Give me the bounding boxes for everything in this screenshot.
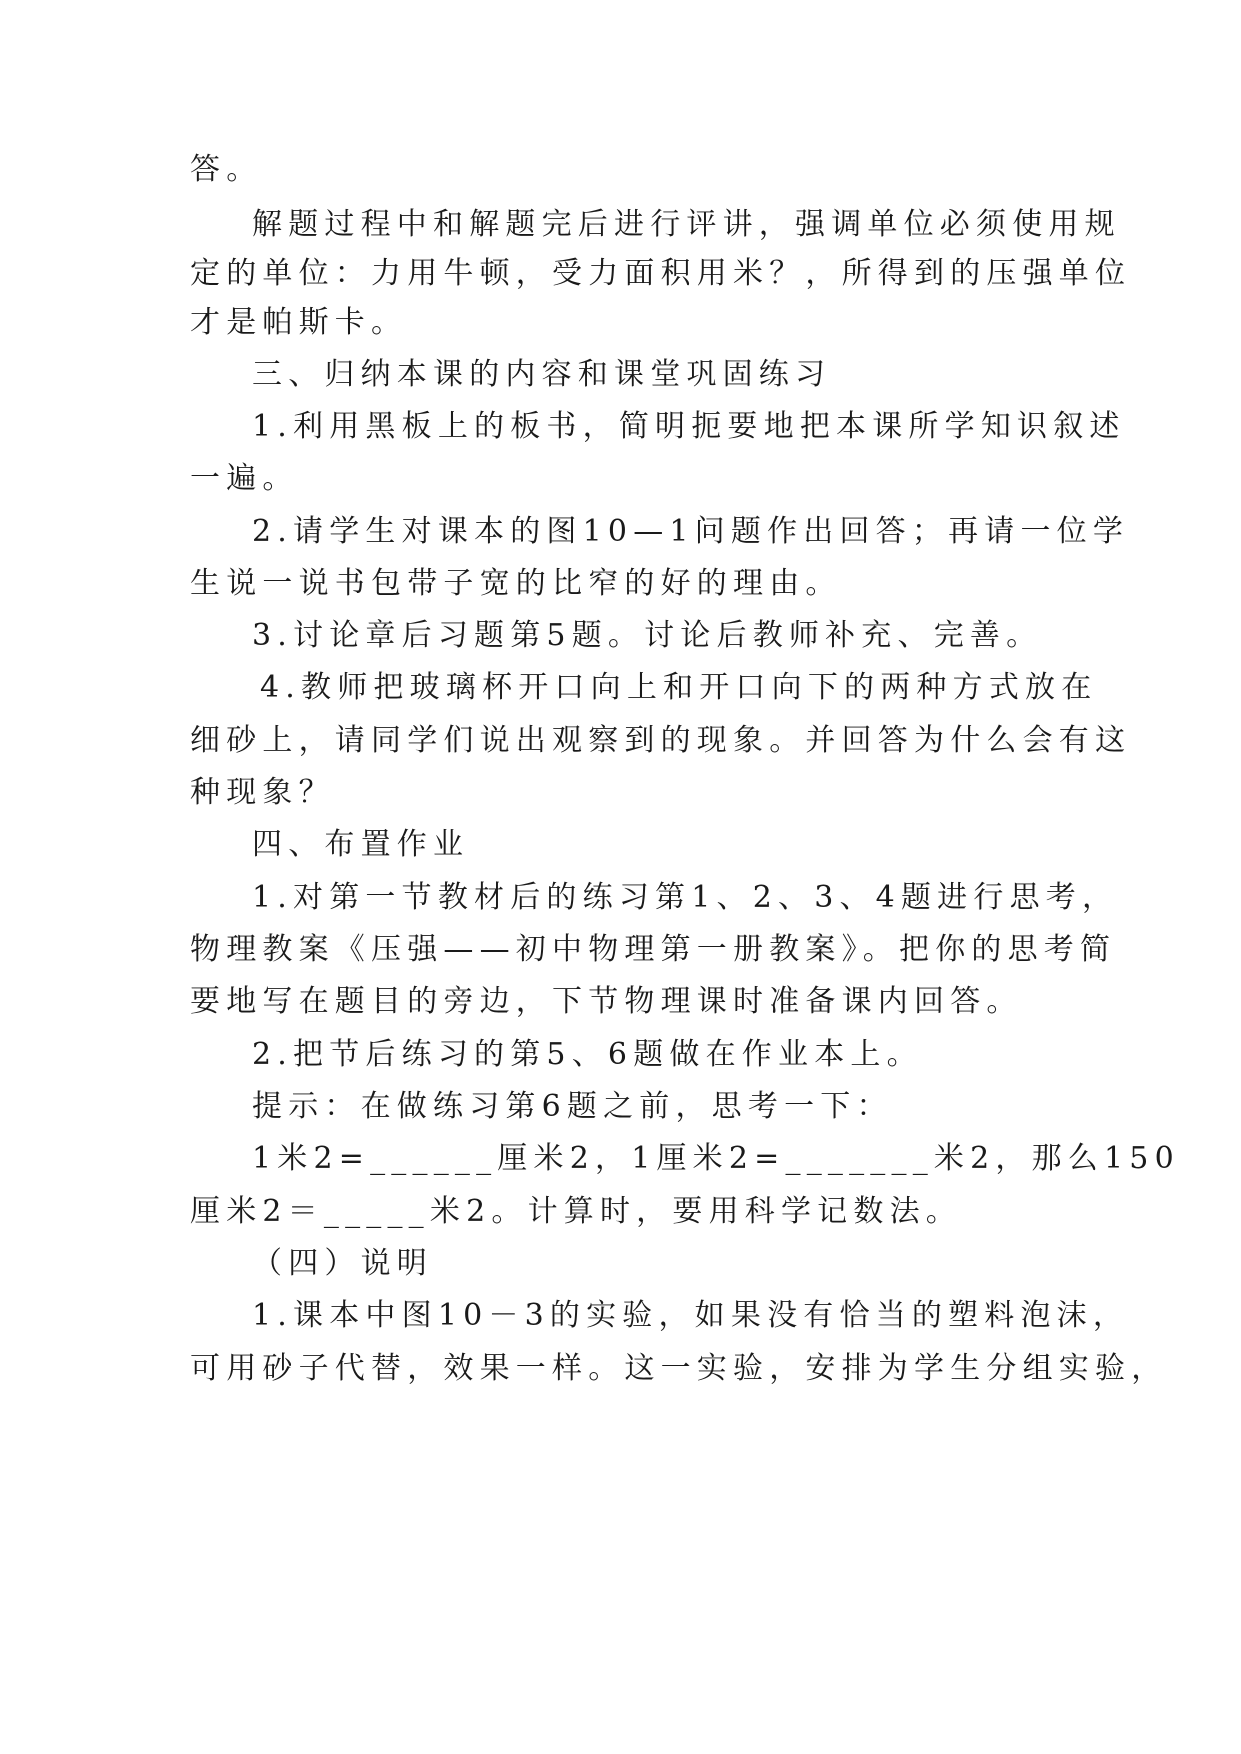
list-item-line: 1.对第一节教材后的练习第1、2、3、4题进行思考， (252, 880, 1119, 915)
exercise-line: 厘米2＝_____米2。计算时，要用科学记数法。 (190, 1194, 962, 1229)
hint-line: 提示：在做练习第6题之前，思考一下： (252, 1089, 893, 1124)
section-heading: （四）说明 (252, 1246, 433, 1281)
exercise-line: 1米2=______厘米2，1厘米2=_______米2，那么150 (252, 1141, 1180, 1176)
list-item-line: 1.利用黑板上的板书，简明扼要地把本课所学知识叙述 (252, 409, 1126, 444)
text-line-paragraph-start: 解题过程中和解题完后进行评讲，强调单位必须使用规 (252, 207, 1121, 242)
list-item-line: 1.课本中图10－3的实验，如果没有恰当的塑料泡沫， (252, 1298, 1130, 1333)
section-heading: 四、布置作业 (252, 827, 470, 862)
text-line: 生说一说书包带子宽的比窄的好的理由。 (190, 566, 842, 601)
list-item-line: 3.讨论章后习题第5题。讨论后教师补充、完善。 (252, 618, 1043, 653)
list-item-line: 2.请学生对课本的图10—1问题作出回答；再请一位学 (252, 514, 1130, 549)
text-line: 才是帕斯卡。 (190, 305, 408, 340)
text-line: 定的单位：力用牛顿，受力面积用米？，所得到的压强单位 (190, 256, 1132, 291)
text-line: 要地写在题目的旁边，下节物理课时准备课内回答。 (190, 984, 1023, 1019)
text-line: 细砂上，请同学们说出观察到的现象。并回答为什么会有这 (190, 723, 1132, 758)
text-line-continuation: 答。 (190, 152, 263, 187)
text-line: 一遍。 (190, 461, 299, 496)
text-line: 种现象？ (190, 775, 335, 810)
list-item-line: 4.教师把玻璃杯开口向上和开口向下的两种方式放在 (260, 670, 1098, 705)
text-line: 物理教案《压强——初中物理第一册教案》。把你的思考简 (190, 932, 1117, 967)
text-line: 可用砂子代替，效果一样。这一实验，安排为学生分组实验， (190, 1351, 1168, 1386)
list-item-line: 2.把节后练习的第5、6题做在作业本上。 (252, 1037, 923, 1072)
section-heading: 三、归纳本课的内容和课堂巩固练习 (252, 357, 832, 392)
